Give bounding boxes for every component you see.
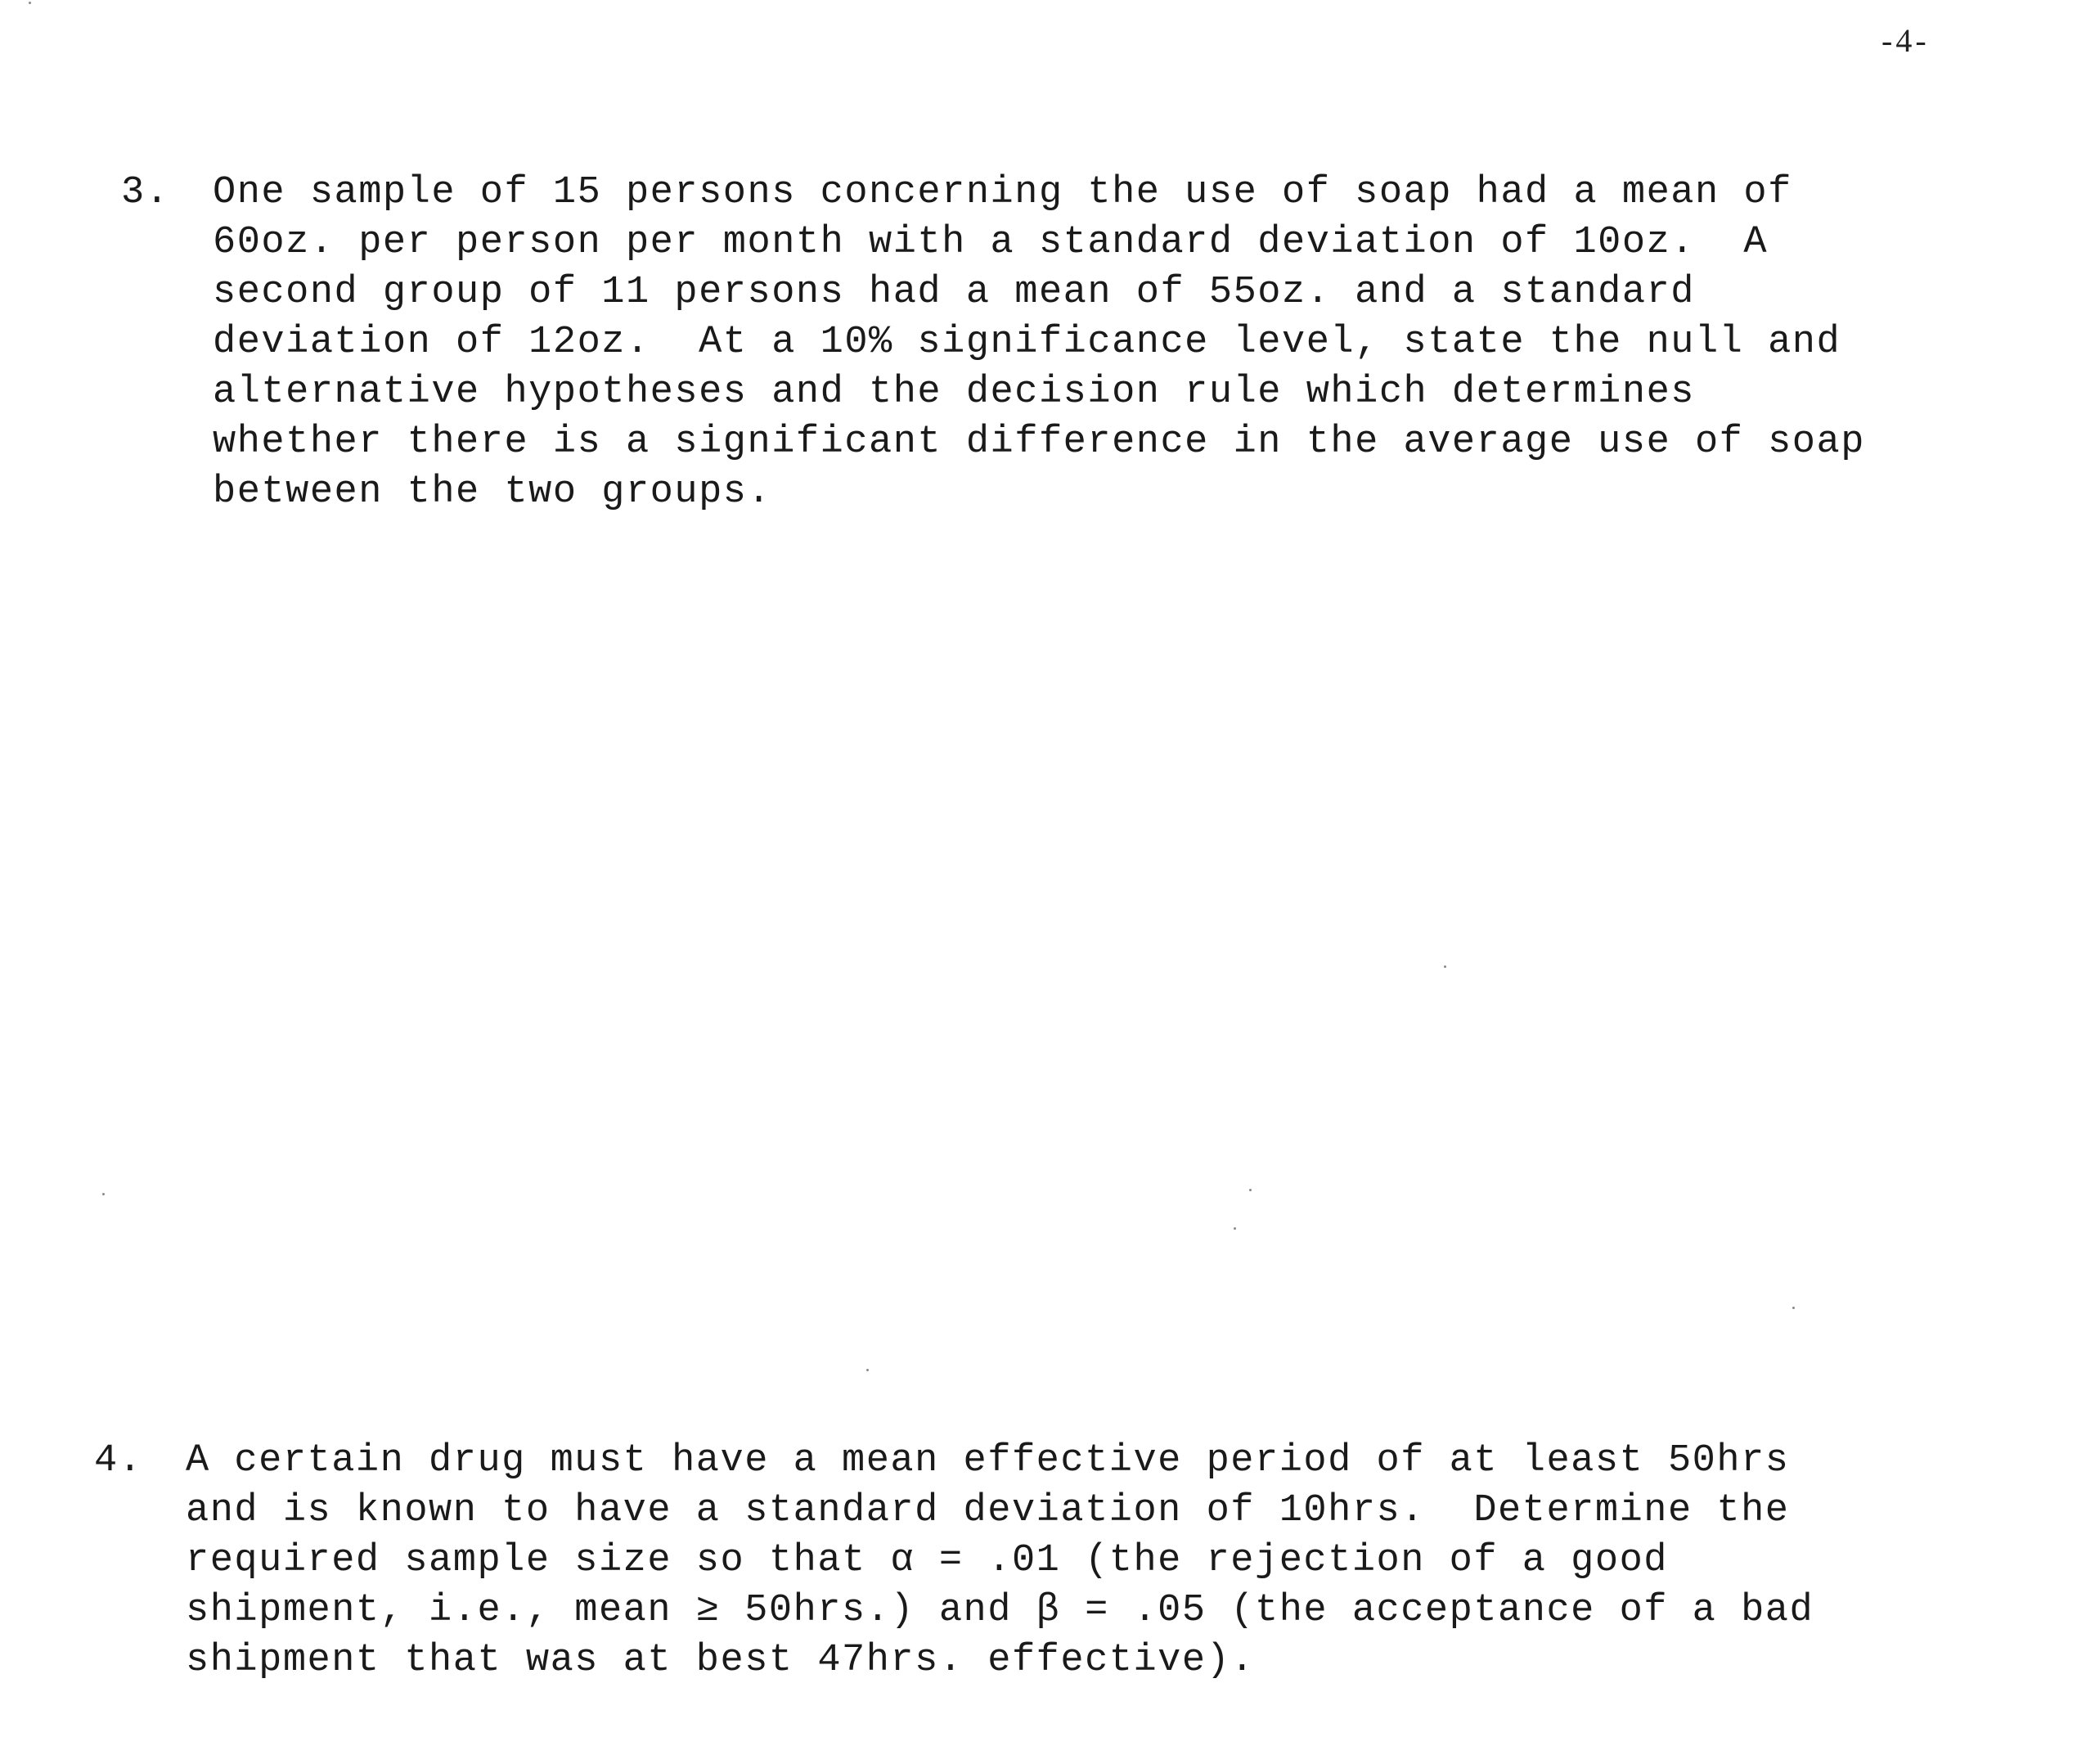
text-line: shipment, i.e., mean ≥ 50hrs.) and β = .05 (the acceptance of a bad xyxy=(186,1589,1814,1632)
scan-speck xyxy=(1234,1227,1236,1230)
scan-speck xyxy=(102,1193,105,1195)
problem-number: 3. xyxy=(121,171,170,214)
problem-number: 4. xyxy=(94,1439,143,1483)
scan-speck xyxy=(29,2,31,4)
scan-speck xyxy=(1249,1189,1252,1191)
problem-4 xyxy=(94,1436,1814,1685)
problem-text xyxy=(186,1436,1814,1685)
scan-speck xyxy=(1792,1307,1795,1309)
text-line: whether there is a significant difference in the average use of soap xyxy=(213,421,1865,464)
scan-speck xyxy=(866,1369,869,1371)
text-line: required sample size so that α = .01 (the rejection of a good xyxy=(186,1539,1668,1582)
text-line: 60oz. per person per month with a standard deviation of 10oz. A xyxy=(213,221,1769,264)
text-line: second group of 11 persons had a mean of 55oz. and a standard xyxy=(213,271,1695,314)
scan-speck xyxy=(1444,965,1446,968)
text-line: One sample of 15 persons concerning the use of soap had a mean of xyxy=(213,171,1792,214)
text-line: shipment that was at best 47hrs. effective). xyxy=(186,1639,1256,1682)
text-line: alternative hypotheses and the decision rule which determines xyxy=(213,371,1695,414)
text-line: deviation of 12oz. At a 10% significance level, state the null and xyxy=(213,321,1841,364)
text-line: A certain drug must have a mean effective period of at least 50hrs xyxy=(186,1439,1790,1483)
problem-text xyxy=(213,168,1865,517)
text-line: and is known to have a standard deviation of 10hrs. Determine the xyxy=(186,1489,1790,1532)
page-number: -4- xyxy=(1881,22,1930,59)
text-line: between the two groups. xyxy=(213,470,772,514)
problem-3 xyxy=(121,168,1865,517)
